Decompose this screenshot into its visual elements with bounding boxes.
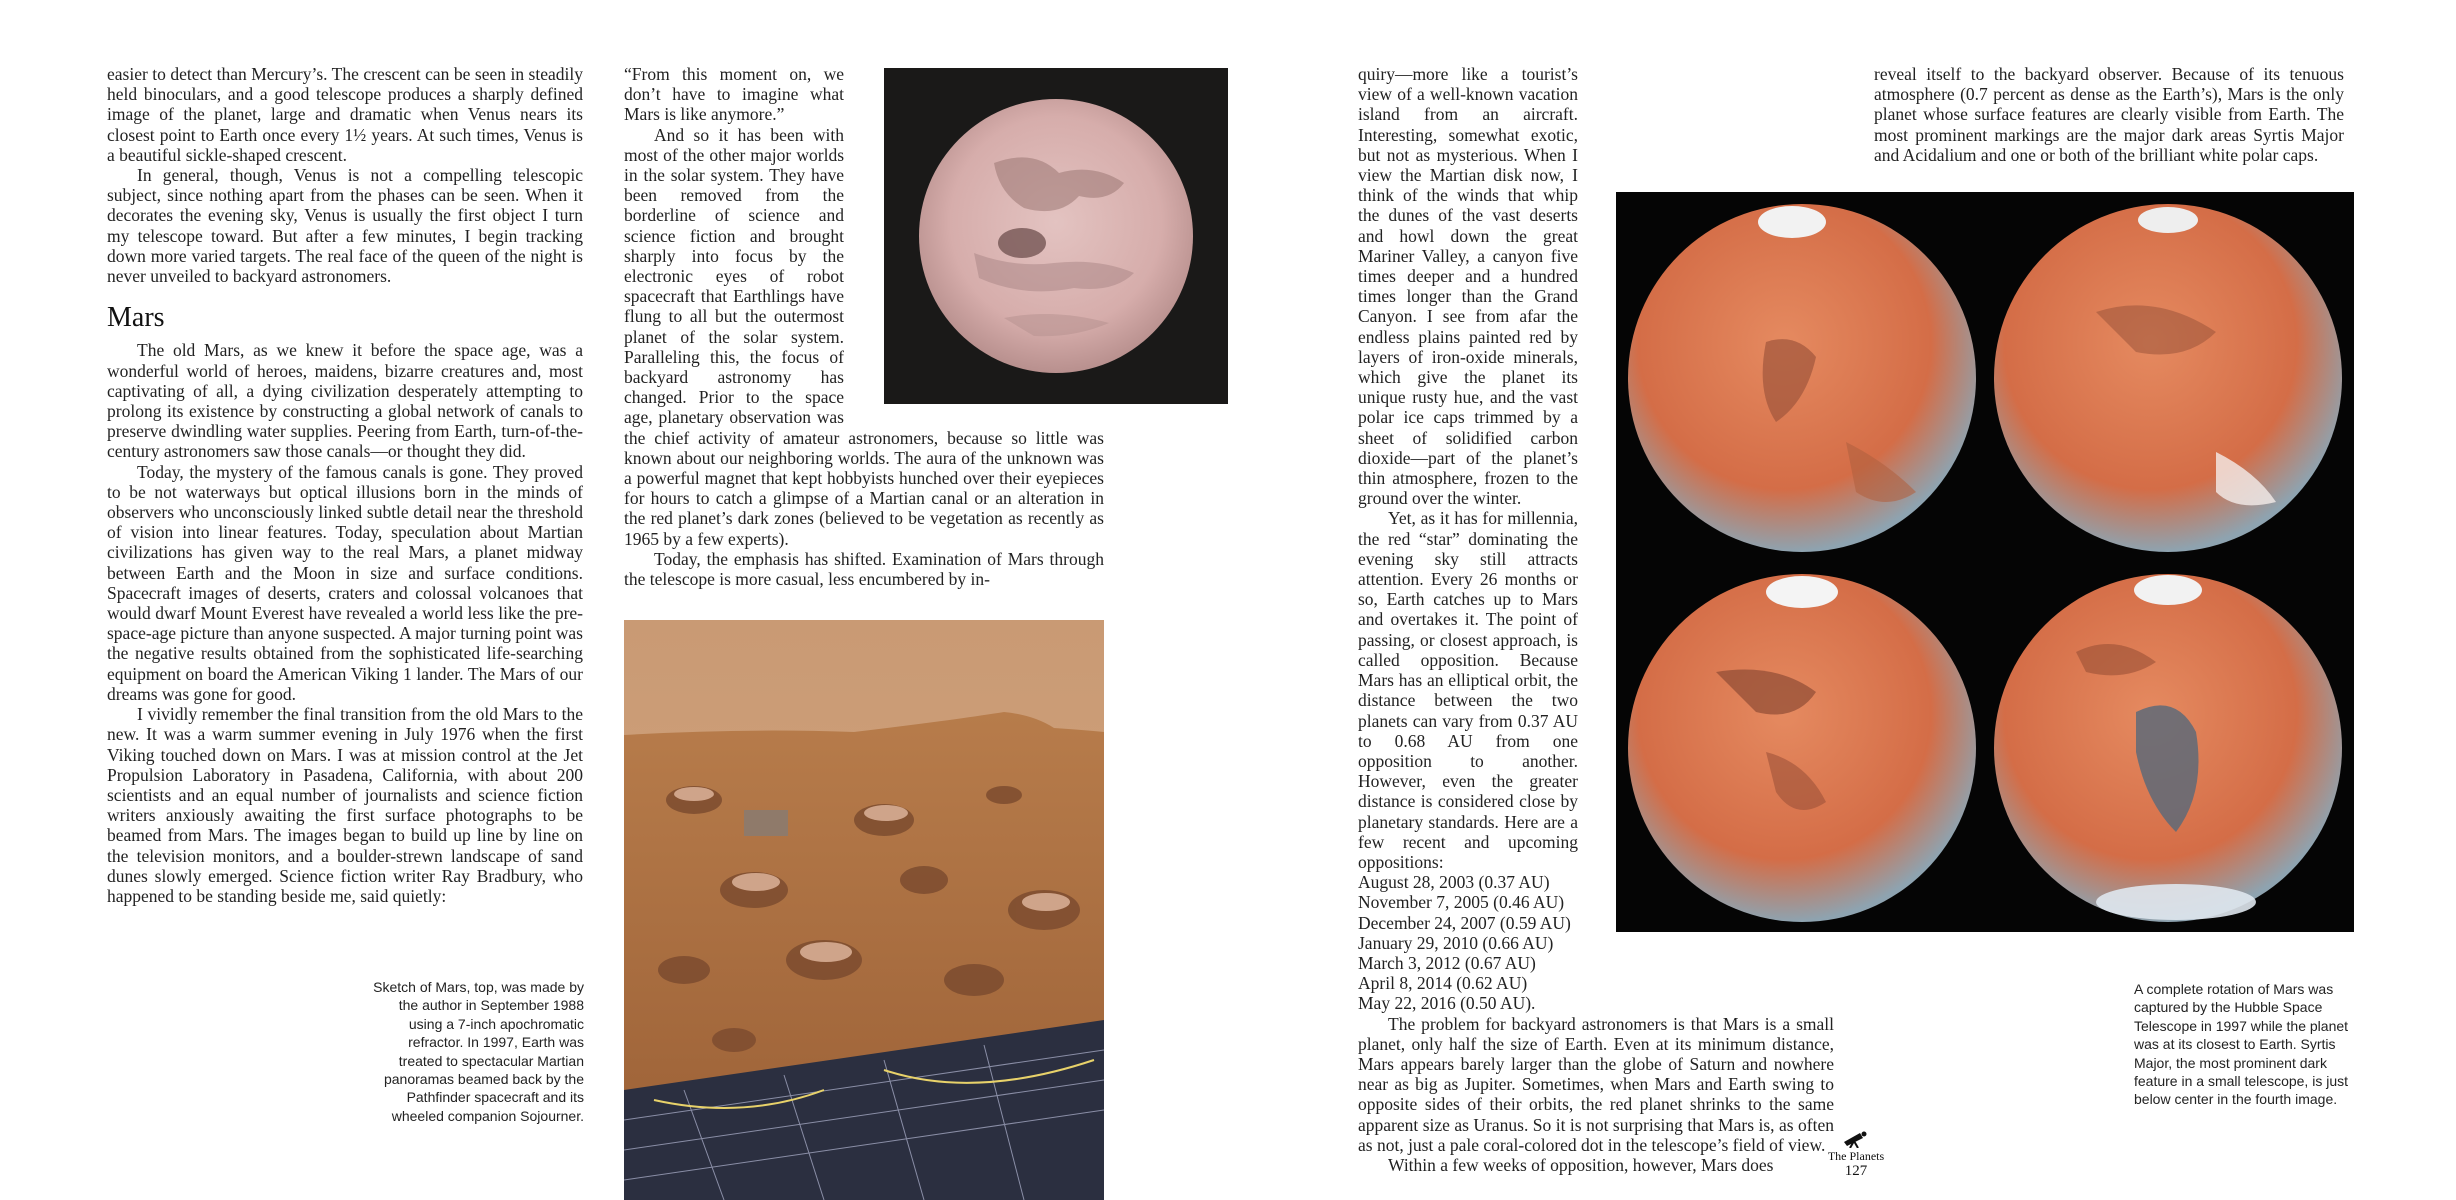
opposition-item: April 8, 2014 (0.62 AU) bbox=[1358, 973, 1528, 994]
right-column-2 bbox=[1874, 64, 2344, 165]
body-paragraph: Yet, as it has for millennia, the red “star” dominating the evening sky still attracts attention. Every 26 months or so, Earth catches up to Mars and overtakes it. The point of passing, or closest approach, is called opposition. Because Mars has an elliptical orbit, the distance between the two planets can vary from 0.37 AU to 0.68 AU from one opposition to another. However, even the greater distance is considered close by planetary standards. Here are a few recent and upcoming oppositions: bbox=[1358, 508, 1578, 872]
right-page bbox=[1228, 0, 2456, 1200]
opposition-item: March 3, 2012 (0.67 AU) bbox=[1358, 952, 1536, 973]
opposition-item: November 7, 2005 (0.46 AU) bbox=[1358, 892, 1565, 913]
body-paragraph: Today, the mystery of the famous canals is gone. They proved to be not waterways but optical illusions born in the minds of observers who unconsciously linked subtle detail near the threshold of vision into linear features. Today, speculation about Martian civilizations has given way to the real Mars, a planet midway between Earth and the Moon in size and surface conditions. Spacecraft images of deserts, craters and colossal volcanoes that would dwarf Mount Everest have revealed a world less like the pre-space-age picture than anyone suspected. A major turning point was the negative results obtained from the sophisticated life-searching equipment on board the American Viking 1 lander. The Mars of our dreams was gone for good. bbox=[107, 461, 583, 704]
mars-globes-drawing bbox=[1616, 192, 2354, 932]
body-paragraph: In general, though, Venus is not a compelling telescopic subject, since nothing apart from the phases can be seen. When it decorates the evening sky, Venus is usually the first object I turn my telescope toward. But after a few minutes, I begin tracking down more varied targets. The real face of the queen of the night is never unveiled to backyard astronomers. bbox=[107, 165, 583, 287]
footer-section-label: The Planets bbox=[1827, 1149, 1885, 1163]
image-wrap-space bbox=[844, 64, 1104, 424]
opposition-item: May 22, 2016 (0.50 AU). bbox=[1358, 993, 1536, 1014]
page-footer bbox=[1816, 1130, 1896, 1179]
opposition-item: August 28, 2003 (0.37 AU) bbox=[1358, 872, 1550, 893]
body-paragraph: easier to detect than Mercury’s. The crescent can be seen in steadily held binoculars, and a good telescope produces a sharply defined image of the planet, large and dramatic when Venus nears its closest point to Earth once every 1½ years. At such times, Venus is a beautiful sickle-shaped crescent. bbox=[107, 64, 583, 165]
body-paragraph: The old Mars, as we knew it before the space age, was a wonderful world of heroes, maidens, bizarre creatures and, most captivating of all, a dying civilization desperately attempting to prolong its existence by constructing a global network of canals to preserve dwindling water supplies. Peering from Earth, turn-of-the-century astronomers saw those canals—or thought they did. bbox=[107, 340, 583, 462]
body-paragraph: Within a few weeks of opposition, however, Mars does bbox=[1388, 1154, 1774, 1175]
left-column-1 bbox=[107, 64, 583, 906]
body-paragraph: reveal itself to the backyard observer. Because of its tenuous atmosphere (0.7 percent as dense as the Earth’s), Mars is the only planet whose surface features are clearly visible from Earth. The most prominent markings are the major dark areas Syrtis Major and Acidalium and one or both of the brilliant white polar caps. bbox=[1874, 64, 2344, 165]
mars-globe-2 bbox=[1994, 204, 2342, 552]
hubble-mars-rotation-image bbox=[1616, 192, 2354, 932]
page-number: 127 bbox=[1844, 1163, 1868, 1179]
left-page-caption: Sketch of Mars, top, was made by the author in September 1988 using a 7-inch apochromatic refractor. In 1997, Earth was treated to spectacular Martian panoramas beamed back by the Pathfinder spacecraft and its wheeled companion Sojourner. bbox=[373, 979, 584, 1124]
mars-globe-3 bbox=[1628, 574, 1976, 922]
body-paragraph: Today, the emphasis has shifted. Examination of Mars through the telescope is more casual, less encumbered by in- bbox=[624, 548, 1104, 590]
section-heading: Mars bbox=[107, 302, 165, 334]
pathfinder-landscape-drawing bbox=[624, 620, 1104, 1200]
mars-globe-1 bbox=[1628, 204, 1976, 552]
left-column-2 bbox=[624, 64, 1104, 589]
body-paragraph: And so it has been with most of the other major worlds in the solar system. They have been removed from the borderline of science and science fiction and brought sharply into focus by the electronic eyes of robot spacecraft that Earthlings have flung to all but the outermost planet of the solar system. Paralleling this, the focus of backyard astronomy has changed. Prior to the space age, planetary observation was the chief activity of amateur astronomers, because so little was known about our neighboring worlds. The aura of the unknown was a powerful magnet that kept hobbyists hunched over their eyepieces for hours to catch a glimpse of a Martian canal or an alteration in the red planet’s dark zones (believed to be vegetation as recently as 1965 by a few experts). bbox=[624, 124, 1104, 549]
quote-paragraph: “From this moment on, we don’t have to imagine what Mars is like anymore.” bbox=[624, 64, 844, 125]
pathfinder-panorama-image bbox=[624, 620, 1104, 1200]
body-paragraph: The problem for backyard astronomers is that Mars is a small planet, only half the size of Earth. Even at its minimum distance, Mars appears barely larger than the globe of Saturn and nowhere near as big as Jupiter. Sometimes, when Mars and Earth swing to opposite sides of their orbits, the red planet shrinks to the same apparent size as Uranus. So it is not surprising that Mars is, as often as not, just a pale coral-colored dot in the telescope’s field of view. bbox=[1358, 1013, 1834, 1155]
opposition-item: December 24, 2007 (0.59 AU) bbox=[1358, 912, 1571, 933]
telescope-icon bbox=[1842, 1130, 1870, 1148]
opposition-item: January 29, 2010 (0.66 AU) bbox=[1358, 932, 1554, 953]
mars-globe-4 bbox=[1994, 574, 2342, 922]
body-paragraph: I vividly remember the final transition from the old Mars to the new. It was a warm summer evening in July 1976 when the first Viking touched down on Mars. I was at mission control at the Jet Propulsion Laboratory in Pasadena, California, with about 200 scientists and an equal number of journalists and science fiction writers anxiously awaiting the first surface photographs to be beamed from Mars. The images began to build up line by line on the television monitors, and a boulder-strewn landscape of sand dunes slowly emerged. Science fiction writer Ray Bradbury, who happened to be standing beside me, said quietly: bbox=[107, 704, 583, 906]
right-page-caption: A complete rotation of Mars was captured by the Hubble Space Telescope in 1997 while the planet was at its closest to Earth. Syrtis Major, the most prominent dark feature in a small telescope, is just below center in the fourth image. bbox=[2134, 981, 2349, 1108]
body-paragraph: quiry—more like a tourist’s view of a well-known vacation island from an aircraft. Interesting, somewhat exotic, but not as mysterious. When I view the Martian disk now, I think of the winds that whip the dunes of the vast deserts and howl down the great Mariner Valley, a canyon five times deeper and a hundred times longer than the Grand Canyon. I see from afar the endless plains painted red by layers of iron-oxide minerals, which give the planet its unique rusty hue, and the vast polar ice caps trimmed by a sheet of solidified carbon dioxide—part of the planet’s thin atmosphere, frozen to the ground over the winter. bbox=[1358, 64, 1578, 509]
